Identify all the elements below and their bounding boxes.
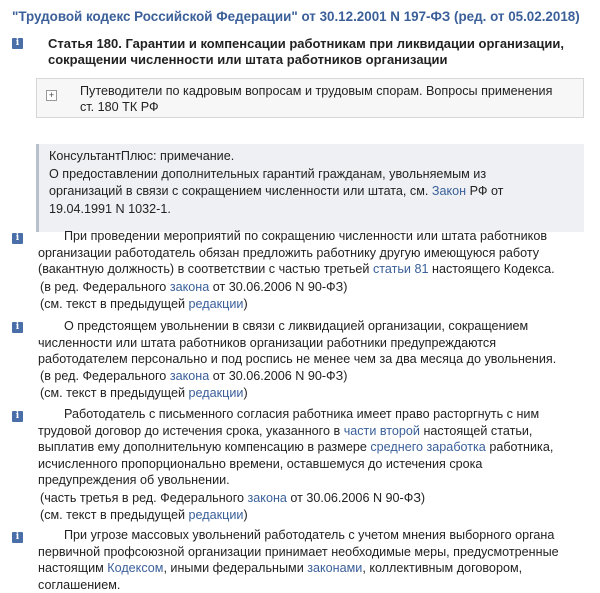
paragraph-line: О предстоящем увольнении в связи с ликвидацией организации, сокращением	[64, 318, 578, 335]
article-81-link[interactable]: статьи 81	[373, 262, 429, 276]
edition-text: )	[243, 508, 247, 522]
consultant-note	[36, 144, 584, 232]
note-body	[49, 166, 574, 219]
note-text: РФ от	[466, 184, 503, 198]
edition-line	[40, 296, 580, 313]
edition-note	[40, 490, 580, 524]
guide-line: Путеводители по кадровым вопросам и трудовым спорам. Вопросы применения	[80, 83, 580, 99]
document-title-text: "Трудовой кодекс Российской Федерации" от 30.12.2001 N 197-ФЗ (ред. от 05.02.2018)	[12, 9, 580, 24]
paragraph-line	[38, 423, 578, 440]
paragraph	[64, 406, 578, 489]
edition-line	[40, 490, 580, 507]
info-icon[interactable]: i	[12, 233, 23, 244]
guide-box[interactable]	[36, 78, 584, 118]
paragraph-text: настоящей статьи,	[420, 424, 532, 438]
paragraph-line: численности или штата работников организации работники предупреждаются	[38, 335, 578, 352]
part-two-link[interactable]: части второй	[344, 424, 420, 438]
paragraph-text: (вакантную должность) в соответствии с частью третьей	[38, 262, 373, 276]
average-earnings-link[interactable]: среднего заработка	[370, 440, 485, 454]
paragraph-text: выплатив ему дополнительную компенсацию в размере	[38, 440, 370, 454]
edition-line	[40, 385, 580, 402]
edition-line	[40, 368, 580, 385]
paragraph-text: , коллективным договором,	[362, 561, 522, 575]
paragraph	[64, 228, 578, 278]
previous-edition-link[interactable]: редакции	[189, 386, 244, 400]
guide-line: ст. 180 ТК РФ	[80, 99, 580, 115]
paragraph	[64, 527, 578, 593]
note-line: 19.04.1991 N 1032-1.	[49, 201, 574, 219]
paragraph-text: , иными федеральными	[163, 561, 307, 575]
info-icon[interactable]: i	[12, 38, 23, 49]
paragraph-line	[38, 439, 578, 456]
paragraph-text: трудовой договор до истечения срока, указанного в	[38, 424, 344, 438]
paragraph-text: работника,	[486, 440, 554, 454]
edition-text: (см. текст в предыдущей	[40, 508, 189, 522]
paragraph-line: При угрозе массовых увольнений работодатель с учетом мнения выборного органа	[64, 527, 578, 544]
paragraph-text: настоящим	[38, 561, 107, 575]
edition-line	[40, 507, 580, 524]
note-text: организаций в связи с сокращением численности или штата, см.	[49, 184, 432, 198]
law-link[interactable]: Закон	[432, 184, 466, 198]
info-icon[interactable]: i	[12, 411, 23, 422]
edition-text: (часть третья в ред. Федерального	[40, 491, 248, 505]
paragraph-text: настоящего Кодекса.	[428, 262, 554, 276]
document-title	[12, 9, 592, 24]
expand-icon[interactable]: +	[46, 90, 57, 101]
law-link[interactable]: закона	[170, 369, 209, 383]
previous-edition-link[interactable]: редакции	[189, 297, 244, 311]
note-heading: КонсультантПлюс: примечание.	[49, 148, 574, 166]
paragraph-line	[38, 560, 578, 577]
previous-edition-link[interactable]: редакции	[189, 508, 244, 522]
paragraph-line: предупреждения об увольнении.	[38, 472, 578, 489]
edition-text: от 30.06.2006 N 90-ФЗ)	[287, 491, 425, 505]
code-link[interactable]: Кодексом	[107, 561, 163, 575]
note-line: О предоставлении дополнительных гарантий гражданам, увольняемым из	[49, 166, 574, 184]
edition-text: (см. текст в предыдущей	[40, 386, 189, 400]
article-heading-line: сокращении численности или штата работников организации	[48, 52, 588, 68]
guide-text[interactable]	[80, 83, 580, 115]
paragraph-line	[38, 261, 578, 278]
law-link[interactable]: закона	[170, 280, 209, 294]
laws-link[interactable]: законами	[307, 561, 362, 575]
paragraph-line: первичной профсоюзной организации принимает необходимые меры, предусмотренные	[38, 544, 578, 561]
edition-text: )	[243, 297, 247, 311]
paragraph	[64, 318, 578, 368]
paragraph-line: соглашением.	[38, 577, 578, 593]
edition-text: (в ред. Федерального	[40, 369, 170, 383]
edition-text: от 30.06.2006 N 90-ФЗ)	[209, 280, 347, 294]
edition-text: от 30.06.2006 N 90-ФЗ)	[209, 369, 347, 383]
edition-note	[40, 368, 580, 402]
article-heading-line: Статья 180. Гарантии и компенсации работникам при ликвидации организации,	[48, 36, 588, 52]
edition-line	[40, 279, 580, 296]
article-heading	[48, 36, 588, 68]
note-line	[49, 183, 574, 201]
edition-text: (в ред. Федерального	[40, 280, 170, 294]
info-icon[interactable]: i	[12, 322, 23, 333]
law-link[interactable]: закона	[248, 491, 287, 505]
paragraph-line: работодателем персонально и под роспись не менее чем за два месяца до увольнения.	[38, 351, 578, 368]
paragraph-line: Работодатель с письменного согласия работника имеет право расторгнуть с ним	[64, 406, 578, 423]
paragraph-line: исчисленного пропорционально времени, оставшемуся до истечения срока	[38, 456, 578, 473]
info-icon[interactable]: i	[12, 532, 23, 543]
edition-text: (см. текст в предыдущей	[40, 297, 189, 311]
paragraph-line: При проведении мероприятий по сокращению численности или штата работников	[64, 228, 578, 245]
paragraph-line: организации работодатель обязан предложить работнику другую имеющуюся работу	[38, 245, 578, 262]
edition-note	[40, 279, 580, 313]
edition-text: )	[243, 386, 247, 400]
